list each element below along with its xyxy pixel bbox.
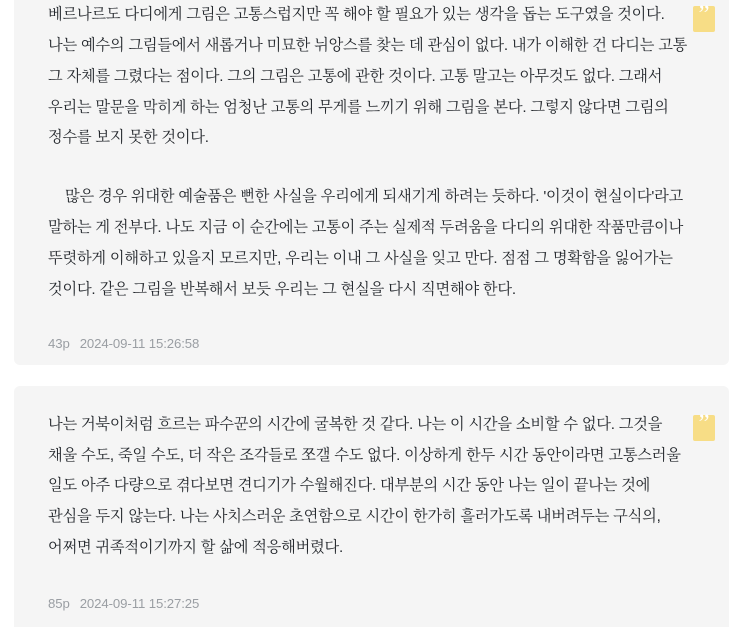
highlight-card[interactable] bbox=[14, 0, 729, 365]
page-number: 85p bbox=[48, 596, 70, 612]
timestamp: 2024-09-11 15:26:58 bbox=[79, 335, 200, 351]
highlight-paragraph: 베르나르도 다디에게 그림은 고통스럽지만 꼭 해야 할 필요가 있는 생각을 돕는 도구였을 것이다. 나는 예수의 그림들에서 새롭거나 미묘한 뉘앙스를 찾는 데 관심이 없다. 내가 이해한 건 다디는 고통 그 자체를 그렸다는 점이다. 그의 그림은 고통에 관한 것이다. 고통 말고는 아무것도 없다. 그래서 우리는 말문을 막히게 하는 엄청난 고통의 무게를 느끼기 위해 그림을 본다. 그렇지 않다면 그림의 정수를 보지 못한 것이다. bbox=[48, 6, 688, 147]
timestamp: 2024-09-11 15:27:25 bbox=[79, 596, 200, 612]
page-number: 43p bbox=[48, 335, 70, 351]
highlight-meta bbox=[48, 336, 695, 351]
highlight-card[interactable] bbox=[14, 386, 729, 627]
highlight-paragraph: 나는 거북이처럼 흐르는 파수꾼의 시간에 굴복한 것 같다. 나는 이 시간을 소비할 수 없다. 그것을 채울 수도, 죽일 수도, 더 작은 조각들로 쪼갤 수도 없다. 이상하게 한두 시간 동안이라면 고통스러울 일도 아주 다량으로 겪다보면 견디기가 수월해진다. 대부분의 시간 동안 나는 일이 끝나는 것에 관심을 두지 않는다. 나는 사치스러운 초연함으로 시간이 한가히 흘러가도록 내버려두는 구식의, 어쩌면 귀족적이기까지 할 삶에 적응해버렸다. bbox=[48, 415, 681, 557]
quote-mark-icon bbox=[693, 415, 715, 441]
highlight-paragraph: 많은 경우 위대한 예술품은 뻔한 사실을 우리에게 되새기게 하려는 듯하다. '이것이 현실이다'라고 말하는 게 전부다. 나도 지금 이 순간에는 고통이 주는 실제적 두려움을 다디의 위대한 작품만큼이나 뚜렷하게 이해하고 있을지 모르지만, 우리는 이내 그 사실을 잊고 만다. 점점 그 명확함을 잃어가는 것이다. 같은 그림을 반복해서 보듯 우리는 그 현실을 다시 직면해야 한다. bbox=[48, 188, 684, 298]
quote-mark-icon bbox=[693, 6, 715, 32]
highlight-meta bbox=[48, 596, 695, 627]
